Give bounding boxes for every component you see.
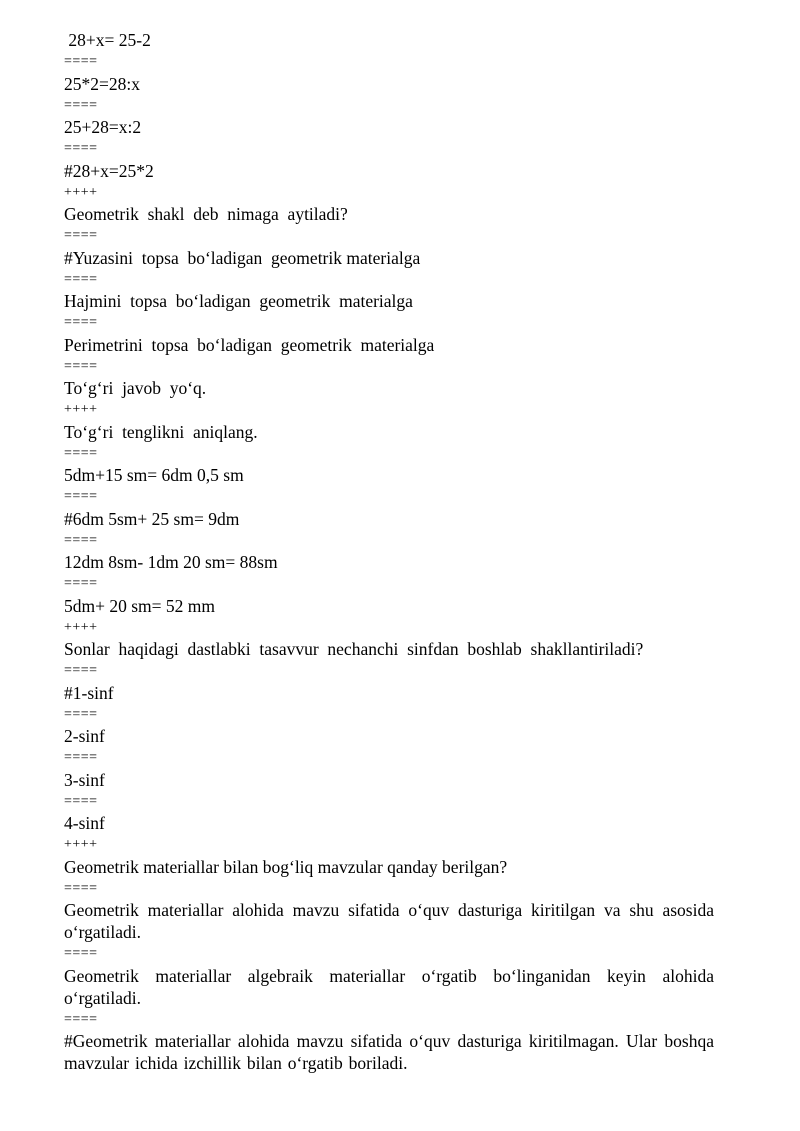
correct-answer-option: #1-sinf: [64, 682, 114, 703]
option-separator: ====: [64, 489, 98, 504]
option-separator: ====: [64, 880, 98, 896]
correct-answer-option: #28+x=25*2: [64, 160, 154, 181]
option-separator: ====: [64, 532, 98, 548]
option-separator: ====: [64, 358, 98, 374]
answer-option: 2-sinf: [64, 726, 105, 746]
answer-option: 4-sinf: [64, 813, 105, 833]
question-separator: ++++: [64, 837, 98, 852]
option-separator: ====: [64, 946, 98, 961]
question-text: Sonlar haqidagi dastlabki tasavvur nechanchi sinfdan boshlab shakllantiriladi?: [64, 639, 644, 659]
question-separator: ++++: [64, 619, 98, 635]
option-separator: ====: [64, 271, 98, 287]
answer-option: Hajmini topsa bo‘ladigan geometrik materialga: [64, 291, 413, 311]
document-body: [64, 29, 714, 1074]
question-text: Geometrik shakl deb nimaga aytiladi?: [64, 204, 348, 224]
answer-option: 3-sinf: [64, 769, 105, 790]
option-separator: ====: [64, 663, 98, 678]
question-text: Geometrik materiallar bilan bog‘liq mavzular qanday berilgan?: [64, 856, 508, 877]
correct-answer-option: #Yuzasini topsa bo‘ladigan geometrik materialga: [64, 247, 421, 268]
question-separator: ++++: [64, 402, 98, 417]
question-expression: 28+x= 25-2: [64, 30, 151, 50]
option-separator: ====: [64, 54, 98, 69]
option-separator: ====: [64, 1011, 98, 1027]
answer-option: 5dm+ 20 sm= 52 mm: [64, 595, 215, 616]
answer-option: Perimetrini topsa bo‘ladigan geometrik materialga: [64, 334, 435, 355]
option-separator: ====: [64, 228, 98, 243]
answer-option: Geometrik materiallar alohida mavzu sifatida o‘quv dasturiga kiritilgan va shu asosida o‘rgatiladi.: [64, 900, 714, 942]
answer-option: 25*2=28:x: [64, 73, 140, 94]
option-separator: ====: [64, 141, 98, 156]
answer-option: 5dm+15 sm= 6dm 0,5 sm: [64, 465, 244, 485]
option-separator: ====: [64, 315, 98, 330]
answer-option: To‘g‘ri javob yo‘q.: [64, 378, 207, 398]
question-text: To‘g‘ri tenglikni aniqlang.: [64, 421, 258, 442]
correct-answer-option: #6dm 5sm+ 25 sm= 9dm: [64, 508, 240, 529]
answer-option: Geometrik materiallar algebraik materiallar o‘rgatib bo‘linganidan keyin alohida o‘rgatiladi.: [64, 965, 714, 1008]
answer-option: 12dm 8sm- 1dm 20 sm= 88sm: [64, 552, 278, 572]
option-separator: ====: [64, 750, 98, 765]
correct-answer-option: #Geometrik materiallar alohida mavzu sifatida o‘quv dasturiga kiritilmagan. Ular boshqa mavzular ichida izchillik bilan o‘rgatib boriladi.: [64, 1031, 714, 1073]
question-separator: ++++: [64, 184, 98, 200]
option-separator: ====: [64, 793, 98, 809]
option-separator: ====: [64, 97, 98, 113]
option-separator: ====: [64, 706, 98, 722]
answer-option: 25+28=x:2: [64, 117, 142, 137]
option-separator: ====: [64, 445, 98, 461]
option-separator: ====: [64, 576, 98, 591]
